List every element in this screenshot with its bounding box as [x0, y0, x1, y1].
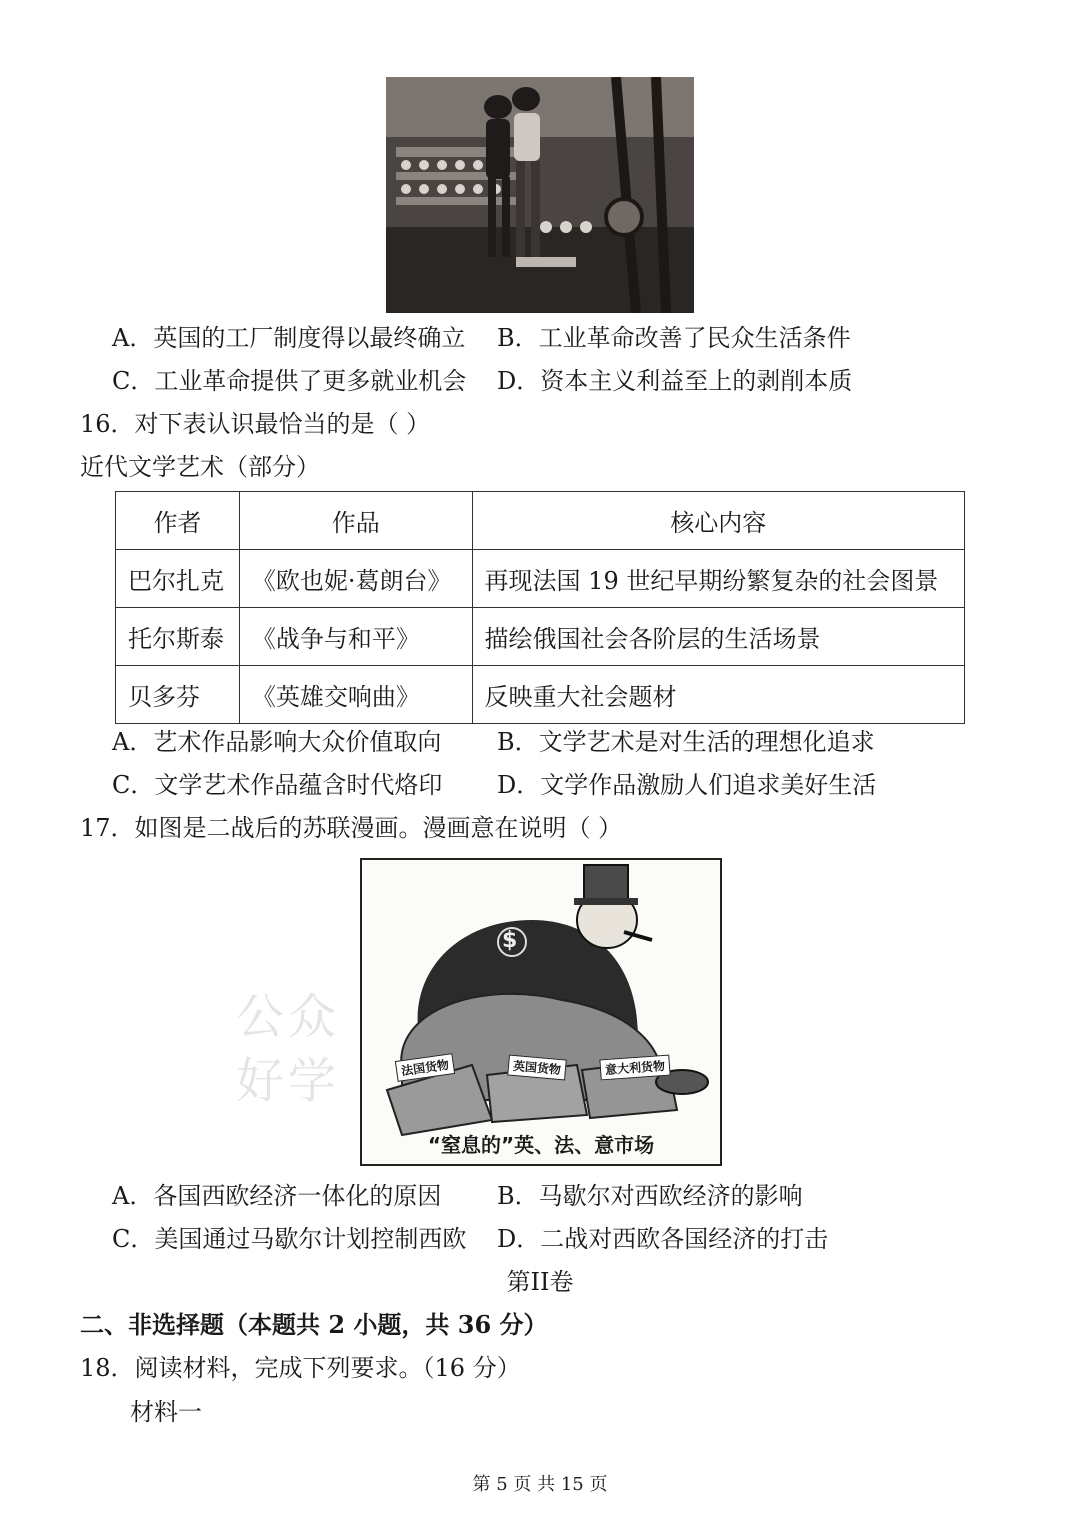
table-cell: 反映重大社会题材 [472, 666, 964, 724]
q16-table-title: 近代文学艺术（部分） [80, 453, 320, 481]
q17-stem: 17．如图是二战后的苏联漫画。漫画意在说明（ ） [80, 814, 623, 842]
q16-option-d: D．文学作品激励人们追求美好生活 [497, 771, 877, 799]
volume-title: 第II卷 [506, 1268, 574, 1296]
q15-option-d: D．资本主义利益至上的剥削本质 [497, 367, 853, 395]
table-cell: 描绘俄国社会各阶层的生活场景 [472, 608, 964, 666]
section-heading: 二、非选择题（本题共 2 小题，共 36 分） [80, 1310, 548, 1339]
table-cell: 《英雄交响曲》 [239, 666, 472, 724]
q17-option-b: B．马歇尔对西欧经济的影响 [497, 1182, 803, 1210]
q15-option-b: B．工业革命改善了民众生活条件 [497, 324, 851, 352]
q15-option-a: A．英国的工厂制度得以最终确立 [112, 324, 466, 352]
table-header-cell: 作者 [116, 492, 240, 550]
q17-option-a: A．各国西欧经济一体化的原因 [112, 1182, 442, 1210]
q18-material-label: 材料一 [130, 1398, 202, 1426]
q16-option-b: B．文学艺术是对生活的理想化追求 [497, 728, 875, 756]
tag-france-goods: 法国货物 [395, 1053, 455, 1082]
q16-option-a: A．艺术作品影响大众价值取向 [112, 728, 442, 756]
tag-italy-goods: 意大利货物 [599, 1055, 670, 1081]
tag-uk-goods: 英国货物 [507, 1055, 567, 1081]
q15-option-c: C．工业革命提供了更多就业机会 [112, 367, 467, 395]
cartoon-caption: “窒息的”英、法、意市场 [427, 1133, 655, 1157]
watermark-line-2: 好学 [236, 1053, 341, 1109]
page-number: 第 5 页 共 15 页 [472, 1474, 608, 1495]
watermark [236, 985, 340, 1113]
table-header-row [116, 492, 965, 550]
child-labor-photo [386, 77, 694, 313]
q16-option-c: C．文学艺术作品蕴含时代烙印 [112, 771, 443, 799]
table-header-cell: 核心内容 [472, 492, 964, 550]
q17-option-d: D．二战对西欧各国经济的打击 [497, 1225, 829, 1253]
table-row [116, 608, 965, 666]
literature-table [115, 491, 965, 724]
table-cell: 再现法国 19 世纪早期纷繁复杂的社会图景 [472, 550, 964, 608]
watermark-line-1: 公众 [236, 989, 341, 1045]
table-cell: 贝多芬 [116, 666, 240, 724]
table-cell: 《战争与和平》 [239, 608, 472, 666]
table-cell: 《欧也妮·葛朗台》 [239, 550, 472, 608]
q18-stem: 18．阅读材料，完成下列要求。（16 分） [80, 1354, 521, 1382]
table-cell: 托尔斯泰 [116, 608, 240, 666]
table-cell: 巴尔扎克 [116, 550, 240, 608]
table-row [116, 550, 965, 608]
soviet-cartoon [360, 858, 722, 1166]
q17-option-c: C．美国通过马歇尔计划控制西欧 [112, 1225, 467, 1253]
q16-stem: 16．对下表认识最恰当的是（ ） [80, 410, 431, 438]
dollar-sign: $ [502, 928, 518, 953]
table-row [116, 666, 965, 724]
table-header-cell: 作品 [239, 492, 472, 550]
